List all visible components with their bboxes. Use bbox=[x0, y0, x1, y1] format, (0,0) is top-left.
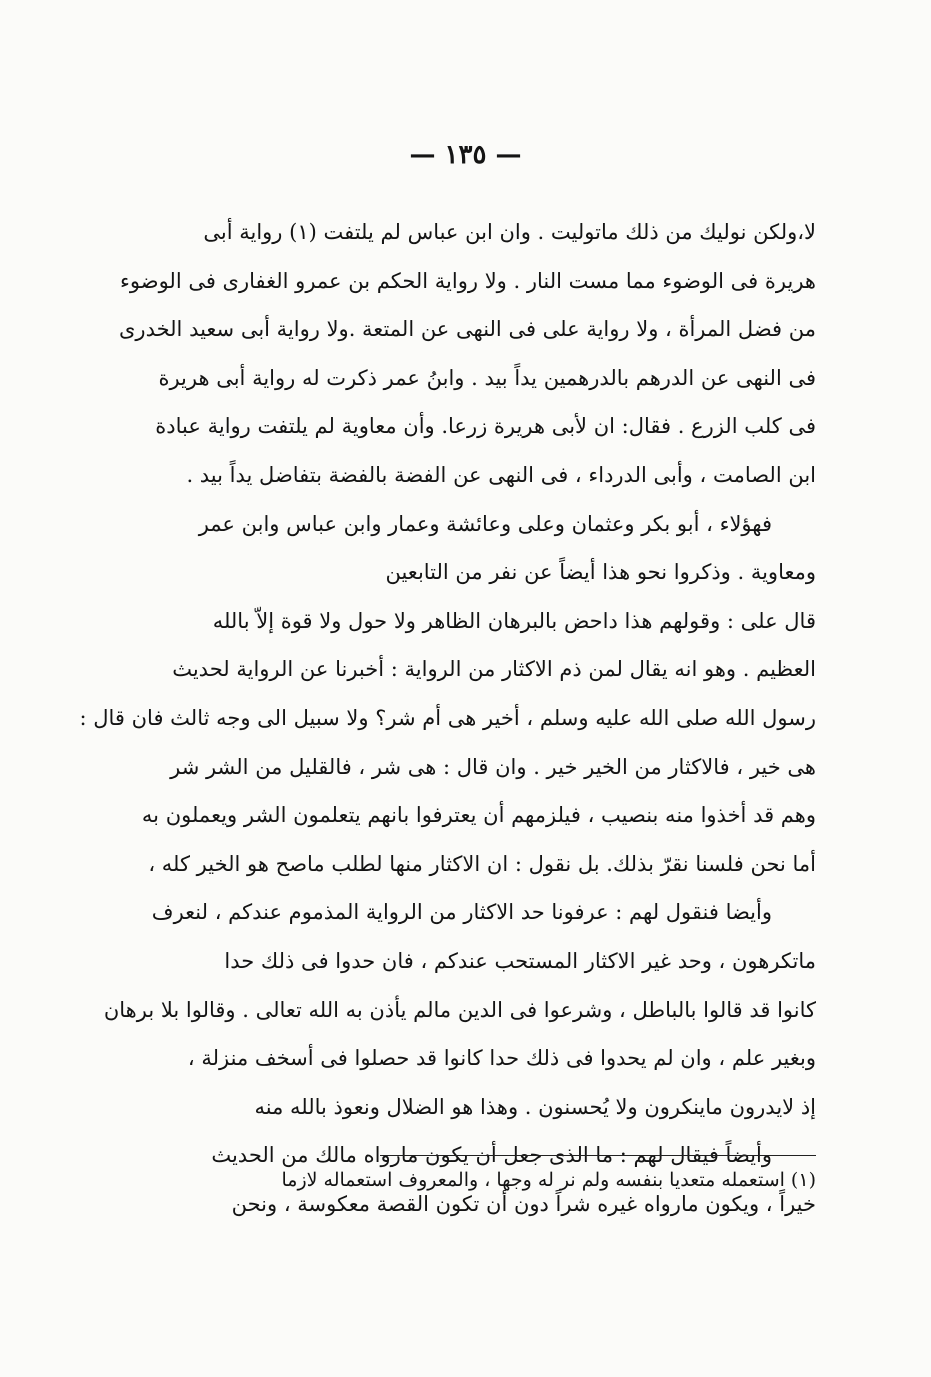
text-line: وهم قد أخذوا منه بنصيب ، فيلزمهم أن يعترفوا بانهم يتعلمون الشر ويعملون به bbox=[141, 803, 816, 828]
text-line: رسول الله صلى الله عليه وسلم ، أخير هى أم شر؟ ولا سبيل الى وجه ثالث فان قال : bbox=[79, 705, 816, 730]
text-line: وأيضا فنقول لهم : عرفونا حد الاكثار من الرواية المذموم عندكم ، لنعرف bbox=[151, 900, 772, 925]
text-line: خيراً ، ويكون مارواه غيره شراً دون أن تكون القصة معكوسة ، ونحن bbox=[231, 1191, 816, 1216]
text-line: هى خير ، فالاكثار من الخير خير . وان قال : هى شر ، فالقليل من الشر شر bbox=[170, 754, 816, 779]
text-line: فى كلب الزرع . فقال: ان لأبى هريرة زرعا. وأن معاوية لم يلتفت رواية عبادة bbox=[155, 414, 816, 439]
text-line: ابن الصامت ، وأبى الدرداء ، فى النهى عن الفضة بالفضة بتفاضل يداً بيد . bbox=[186, 462, 816, 487]
text-line: وأيضاً فيقال لهم : ما الذى جعل أن يكون مارواه مالك من الحديث bbox=[211, 1143, 772, 1168]
text-line: قال على : وقولهم هذا داحض بالبرهان الظاهر ولا حول ولا قوة إلاّ بالله bbox=[212, 608, 816, 633]
text-line: ومعاوية . وذكروا نحو هذا أيضاً عن نفر من التابعين bbox=[385, 560, 816, 585]
text-line: وبغير علم ، وان لم يحدوا فى ذلك حدا كانوا قد حصلوا فى أسخف منزلة ، bbox=[187, 1046, 816, 1071]
text-line: هريرة فى الوضوء مما مست النار . ولا رواية الحكم بن عمرو الغفارى فى الوضوء bbox=[120, 268, 816, 293]
text-line: من فضل المرأة ، ولا رواية على فى النهى عن المتعة .ولا رواية أبى سعيد الخدرى bbox=[119, 317, 816, 342]
text-line: كانوا قد قالوا بالباطل ، وشرعوا فى الدين مالم يأذن به الله تعالى . وقالوا بلا برهان bbox=[103, 997, 816, 1022]
footnote: (١) استعمله متعديا بنفسه ولم نر له وجها ، والمعروف استعماله لازما bbox=[281, 1169, 816, 1191]
text-line: العظيم . وهو انه يقال لمن ذم الاكثار من الرواية : أخبرنا عن الرواية لحديث bbox=[172, 657, 816, 682]
text-line: لا،ولكن نوليك من ذلك ماتوليت . وان ابن عباس لم يلتفت (١) رواية أبى bbox=[203, 220, 816, 244]
text-line: ماتكرهون ، وحد غير الاكثار المستحب عندكم ، فان حدوا فى ذلك حدا bbox=[224, 948, 816, 973]
footnote-divider bbox=[380, 1155, 816, 1156]
text-line: فهؤلاء ، أبو بكر وعثمان وعلى وعائشة وعمار وابن عباس وابن عمر bbox=[198, 511, 772, 536]
text-line: أما نحن فلسنا نقرّ بذلك. بل نقول : ان الاكثار منها لطلب ماصح هو الخير كله ، bbox=[148, 851, 816, 876]
body-text bbox=[79, 208, 816, 1228]
page-number: — ١٣٥ — bbox=[409, 140, 522, 170]
text-line: فى النهى عن الدرهم بالدرهمين يداً بيد . وابنُ عمر ذكرت له رواية أبى هريرة bbox=[158, 365, 816, 390]
text-line: إذ لايدرون ماينكرون ولا يُحسنون . وهذا هو الضلال ونعوذ بالله منه bbox=[254, 1094, 816, 1119]
